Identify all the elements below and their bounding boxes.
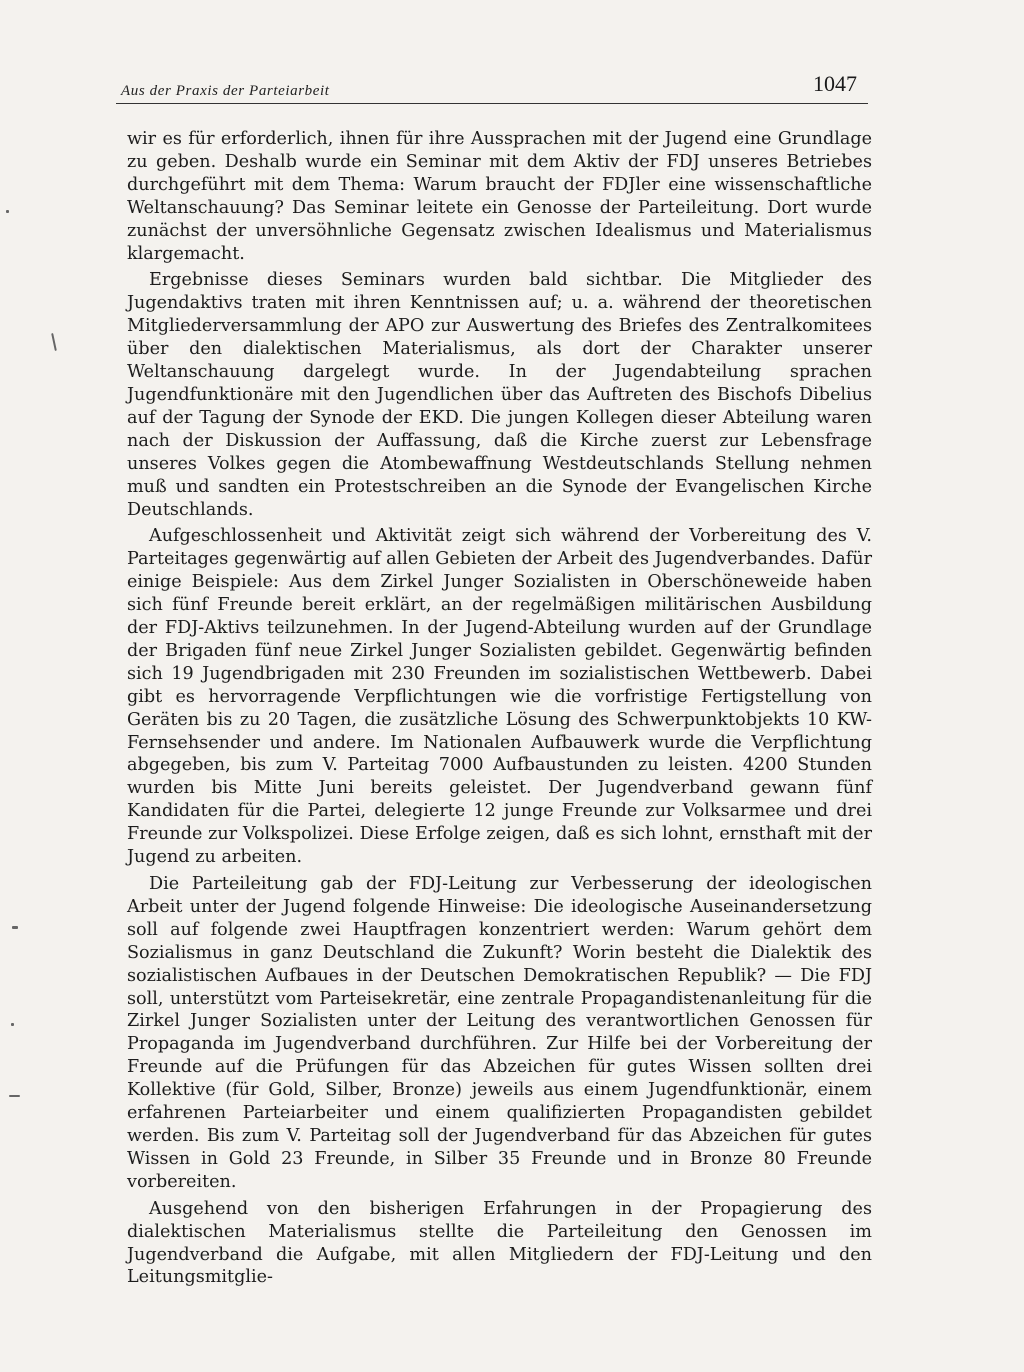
margin-speck xyxy=(12,926,18,929)
paragraph-5: Ausgehend von den bisherigen Erfahrungen in der Propagierung des dialektischen Materialismus stellte die Parteileitung den Genossen im Jugendverband die Aufgabe, mit allen Mitgliedern der FDJ-Leitung und den Leitungsmitglie- xyxy=(127,1198,872,1288)
body-text xyxy=(127,128,872,1289)
margin-speck xyxy=(11,1023,14,1026)
page-number: 1047 xyxy=(813,71,857,96)
margin-speck xyxy=(6,210,9,213)
paragraph-2: Ergebnisse dieses Seminars wurden bald sichtbar. Die Mitglieder des Jugendaktivs traten mit ihren Kenntnissen auf; u. a. während der theoretischen Mitgliederversammlung der APO zur Auswertung des Briefes des Zentralkomitees über den dialektischen Materialismus, als dort der Charakter unserer Weltanschauung dargelegt wurde. In der Jugendabteilung sprachen Jugendfunktionäre mit den Jugendlichen über das Auftreten des Bischofs Dibelius auf der Tagung der Synode der EKD. Die jungen Kollegen dieser Abteilung waren nach der Diskussion der Auffassung, daß die Kirche zuerst zur Lebensfrage unseres Volkes gegen die Atombewaffnung Westdeutschlands Stellung nehmen muß und sandten ein Protestschreiben an die Synode der Evangelischen Kirche Deutschlands. xyxy=(127,270,872,520)
margin-speck xyxy=(51,333,57,351)
header-rule xyxy=(116,103,868,104)
margin-speck xyxy=(9,1095,20,1097)
paragraph-3: Aufgeschlossenheit und Aktivität zeigt sich während der Vorbereitung des V. Parteitages gegenwärtig auf allen Gebieten der Arbeit des Jugendverbandes. Dafür einige Beispiele: Aus dem Zirkel Junger Sozialisten in Oberschöneweide haben sich fünf Freunde bereit erklärt, an der regelmäßigen militärischen Ausbildung der FDJ-Aktivs teilzunehmen. In der Jugend-Abteilung wurden auf der Grundlage der Brigaden fünf neue Zirkel Junger Sozialisten gebildet. Gegenwärtig befinden sich 19 Jugendbrigaden mit 230 Freunden im sozialistischen Wettbewerb. Dabei gibt es hervorragende Verpflichtungen wie die vorfristige Fertigstellung von Geräten bis zu 20 Tagen, die zusätzliche Lösung des Schwerpunktobjekts 10 KW-Fernsehsender und andere. Im Nationalen Aufbauwerk wurde die Verpflichtung abgegeben, bis zum V. Parteitag 7000 Aufbaustunden zu leisten. 4200 Stunden wurden bis Mitte Juni bereits geleistet. Der Jugendverband gewann fünf Kandidaten für die Partei, delegierte 12 junge Freunde zur Volksarmee und drei Freunde zur Volkspolizei. Diese Erfolge zeigen, daß es sich lohnt, ernsthaft mit der Jugend zu arbeiten. xyxy=(127,526,872,868)
paragraph-4: Die Parteileitung gab der FDJ-Leitung zur Verbesserung der ideologischen Arbeit unter der Jugend folgende Hinweise: Die ideologische Auseinandersetzung soll auf folgende zwei Hauptfragen konzentriert werden: Warum gehört dem Sozialismus in ganz Deutschland die Zukunft? Worin besteht die Dialektik des sozialistischen Aufbaues in der Deutschen Demokratischen Republik? — Die FDJ soll, unterstützt vom Parteisekretär, eine zentrale Propagandistenanleitung für die Zirkel Junger Sozialisten unter der Leitung des verantwortlichen Genossen für Propaganda im Jugendverband durchführen. Zur Hilfe bei der Vorbereitung der Freunde auf die Prüfungen für das Abzeichen für gutes Wissen sollten drei Kollektive (für Gold, Silber, Bronze) jeweils aus einem Jugendfunktionär, einem erfahrenen Parteiarbeiter und einem qualifizierten Propagandisten gebildet werden. Bis zum V. Parteitag soll der Jugendverband für das Abzeichen für gutes Wissen in Gold 23 Freunde, in Silber 35 Freunde und in Bronze 80 Freunde vorbereiten. xyxy=(127,874,872,1192)
running-head: Aus der Praxis der Parteiarbeit xyxy=(121,83,330,99)
paragraph-1: wir es für erforderlich, ihnen für ihre Aussprachen mit der Jugend eine Grundlage zu geben. Deshalb wurde ein Seminar mit dem Aktiv der FDJ unseres Betriebes durchgeführt mit dem Thema: Warum braucht der FDJler eine wissenschaftliche Weltanschauung? Das Seminar leitete ein Genosse der Parteileitung. Dort wurde zunächst der unversöhnliche Gegensatz zwischen Idealismus und Materialismus klargemacht. xyxy=(127,129,872,264)
